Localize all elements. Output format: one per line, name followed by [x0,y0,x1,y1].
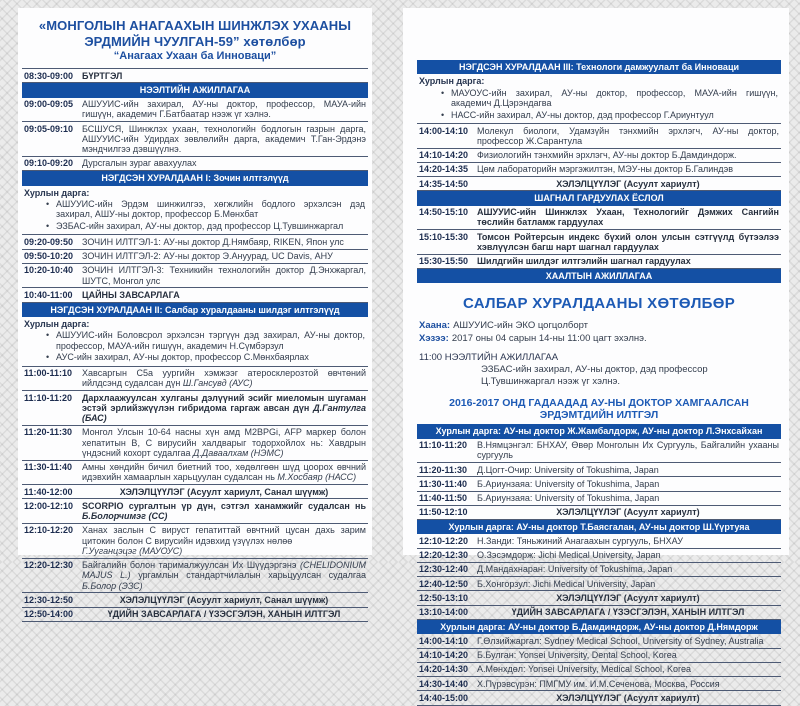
time-slot: 14:35-14:50 [419,178,469,189]
right-page [403,8,789,703]
schedule-row [22,264,368,289]
event-text: О.Зэсэмдорж: Jichi Medical University, Japan [477,550,661,561]
schedule-row [417,691,781,705]
info-label: Хаана: [419,320,451,332]
chair-text: НАСС-ийн захирал, АУ-ны доктор, дэд профессор Г.Ариунтуул [451,109,714,120]
event-text: В.Нямцэнгэл: БНХАУ, Өвөр Монголын Их Сургууль, Байгалийн ухааны сургууль [477,440,779,461]
session-band: НЭЭЛТИЙН АЖИЛЛАГАА [22,83,368,97]
event-text: Молекул биологи, Удамзүйн тэнхмийн эрхлэгч, АУ-ны доктор, профессор Ж.Сарантула [477,125,779,146]
schedule-row [417,663,781,677]
time-slot: 11:50-12:10 [419,507,468,518]
schedule-row [22,391,368,426]
schedule-row [417,606,781,620]
time-slot: 09:10-09:20 [24,158,74,169]
time-slot: 14:00-14:10 [419,125,469,136]
chair-text: ЭЗБАС-ийн захирал, АУ-ны доктор, дэд профессор Ц.Тувшинжаргал [56,220,344,231]
event-text [82,462,368,483]
time-slot: 12:30-12:50 [24,594,74,605]
event-text: ЗОЧИН ИЛТГЭЛ-2: АУ-ны доктор Э.Ануурад, UC Davis, АНУ [82,251,333,262]
schedule-row [417,124,781,149]
schedule-row [417,591,781,605]
schedule-row [417,163,781,177]
event-text [82,560,368,591]
chair-text: АШУУИС-ийн Боловсрол эрхэлсэн тэргүүн дэд захирал, АУ-ны доктор, профессор, МАУА-ийн гишүүн, академич Н.Сүмбэрзул [56,330,365,351]
time-slot: 11:30-11:40 [24,462,73,473]
session-band: НЭГДСЭН ХУРАЛДААН I: Зочин илтгэлүүд [22,171,368,185]
time-slot: 12:20-12:30 [419,550,469,561]
session-band: НЭГДСЭН ХУРАЛДААН III: Технологи дамжуулалт ба Инноваци [417,60,781,74]
presenter-name: Б.Болор (ЭЗС) [82,580,143,591]
chairs-block [22,186,368,236]
chair-text: АУС-ийн захирал, АУ-ны доктор, профессор С.Мөнхбаярлах [56,352,309,363]
time-slot: 08:30-09:00 [24,70,74,81]
chair-text: АШУУИС-ийн Эрдэм шинжилгээ, хөгжлийн бодлого эрхэлсэн дэд захирал, АШУ-ны доктор, профессор Б.Мөнхбат [56,199,365,220]
time-slot: 14:10-14:20 [419,650,469,661]
time-slot: 12:00-12:10 [24,500,74,511]
info-value: 2017 оны 04 сарын 14-ны 11:00 цагт эхэлнэ. [451,332,647,344]
schedule-row [22,98,368,123]
event-text [82,368,368,389]
schedule-row [417,149,781,163]
schedule-row [417,206,781,231]
title-line-3: “Анагаах Ухаан ба Инноваци” [113,49,277,62]
event-text-part: ургамлын стандартчилалын харьцуулсан судалгаа [130,570,366,581]
event-text-part: Монгол Улсын 10-64 насны хүн амд M2BPGi, AFP маркер болон хепатитын В, С вирусийн халдварыг тодорхойлох нь: Хавдрын үндэсний кохорт судалгаа [82,427,366,458]
schedule-row [417,177,781,191]
schedule-row [417,577,781,591]
chairs-block [417,74,781,124]
event-text: БСШУСЯ, Шинжлэх ухаан, технологийн бодлогын газрын дарга, АШУУИС-ийн Удирдах зөвлөлийн дарга, академич Т.Ган-Эрдэнэ мэндчилгээ дэвшүүлнэ. [82,123,366,155]
chairs-label: Хурлын дарга: [24,318,90,329]
event-text: ЦАЙНЫ ЗАВСАРЛАГА [82,289,180,300]
time-slot: 12:20-12:30 [24,560,74,571]
event-text [82,393,368,424]
presenter-name: Г.Ууганцэцэг (МАУОУС) [82,545,183,556]
time-slot: 11:10-11:20 [24,392,73,403]
section-heading: САЛБАР ХУРАЛДААНЫ ХӨТӨЛБӨР [462,295,736,313]
event-text: ЗОЧИН ИЛТГЭЛ-1: АУ-ны доктор Д.Нямбаяр, RIKEN, Япон улс [82,236,344,247]
time-slot: 14:10-14:20 [419,150,469,161]
schedule-row [417,463,781,477]
event-text: Дурсгалын зураг авахуулах [82,158,197,169]
chairs-label: Хурлын дарга: [24,187,90,198]
event-text: Б.Хонгорзул: Jichi Medical University, Japan [477,578,656,589]
schedule-row [417,477,781,491]
time-slot: 11:40-12:00 [24,486,73,497]
event-text-part: Амны хөндийн бичил биетний тоо, хөдөлгөөн шүд цоорох өвчний идэвхийн хамаарлын харьцуулан судалсан нь [82,462,366,483]
time-slot: 15:30-15:50 [419,256,469,267]
time-slot: 11:20-11:30 [419,464,468,475]
info-value: АШУУИС-ийн ЭКО цогцолборт [453,320,589,332]
schedule-row [22,559,368,594]
schedule-row [417,255,781,269]
schedule-row [417,549,781,563]
chairs-label: Хурлын дарга: [419,76,485,87]
presenter-name: Ш.Гансувд (АУС) [182,378,253,389]
time-slot: 12:10-12:20 [24,525,74,536]
event-text: Б.Булган: Yonsei University, Dental School, Korea [477,650,677,661]
event-text [82,501,368,522]
schedule-row [22,461,368,486]
chair-text: МАУОУС-ийн захирал, АУ-ны доктор, профессор, МАУА-ийн гишүүн, академич Д.Цэрэндагва [451,87,778,109]
bullet-icon: • [46,352,50,363]
session-band: Хурлын дарга: АУ-ны доктор Б.Дамдиндорж, АУ-ны доктор Д.Нямдорж [417,620,781,634]
schedule-row [417,649,781,663]
event-text: Б.Ариунзаяа: University of Tokushima, Japan [477,493,660,504]
event-text: ЗОЧИН ИЛТГЭЛ-3: Техникийн технологийн доктор Д.Энхжаргал, ШУТС, Монгол улс [82,265,366,286]
schedule-row [22,122,368,157]
time-slot: 09:50-10:20 [24,251,74,262]
event-text [82,525,368,556]
event-text: ХЭЛЭЛЦҮҮЛЭГ (Асуулт хариулт) [556,592,700,603]
event-text: Г.Өлзийжаргал: Sydney Medical School, University of Sydney, Australia [477,635,764,646]
section-heading: 2016-2017 ОНД ГАДААДАД АУ-НЫ ДОКТОР ХАМГААЛСАН ЭРДЭМТДИЙН ИЛТГЭЛ [449,397,749,422]
opening-detail: ЭЗБАС-ийн захирал, АУ-ны доктор, дэд профессор Ц.Тувшинжаргал нээж үг хэлнэ. [481,364,708,387]
title-line-1: «МОНГОЛЫН АНАГААХЫН ШИНЖЛЭХ УХААНЫ [38,18,352,33]
time-slot: 12:10-12:20 [419,535,469,546]
event-text-part: SCORPIO сургалтын үр дүн, сэтгэл ханамжийг судалсан нь [82,500,366,511]
session-band: НЭГДСЭН ХУРАЛДААН II: Салбар хуралдааны шилдэг илтгэлүүд [22,303,368,317]
event-text: ҮДИЙН ЗАВСАРЛАГА / ҮЗЭСГЭЛЭН, ХАНЫН ИЛТГЭЛ [511,607,745,618]
presenter-name: М.Хосбаяр (НАСС) [277,472,357,483]
chair-item [22,352,368,363]
info-row [419,320,781,331]
schedule-row [22,593,368,607]
time-slot: 11:30-11:40 [419,478,468,489]
schedule-row [417,439,781,464]
schedule-row [417,230,781,255]
schedule-row [417,492,781,506]
time-slot: 12:50-14:00 [24,609,74,620]
schedule-row [22,235,368,249]
event-text: Шилдгийн шилдэг илтгэлийн шагнал гардуулах [477,256,691,267]
schedule-row [22,157,368,171]
schedule-row [22,524,368,559]
time-slot: 14:40-15:00 [419,692,469,703]
session-band: ХААЛТЫН АЖИЛЛАГАА [417,269,781,283]
event-text: Томсон Ройтерсын индекс бүхий олон улсын сэтгүүлд бүтээлээ хэвлүүлсэн багш нарт шагнал гардуулах [477,231,779,252]
schedule-row [22,485,368,499]
opening-line: 11:00 НЭЭЛТИЙН АЖИЛЛАГАА [419,352,559,364]
time-slot: 10:40-11:00 [24,289,73,300]
event-text-part: Дархлаажуулсан хулганы дэлүүний эсийг миеломын шугаман эстэй эрлийзжүүлэн гибридома гаргаж авсан дүн [82,392,366,413]
schedule-row [22,499,368,524]
event-text: АШУУИС-ийн захирал, АУ-ны доктор, профессор, МАУА-ийн гишүүн, академич Г.Батбаатар нээж үг хэлнэ. [82,99,366,120]
bullet-icon: • [46,330,50,341]
time-slot: 10:20-10:40 [24,265,74,276]
right-page-body [417,60,781,706]
session-band: Хурлын дарга: АУ-ны доктор Ж.Жамбалдорж, АУ-ны доктор Л.Энхсайхан [417,424,781,438]
session-band: ШАГНАЛ ГАРДУУЛАХ ЁСЛОЛ [417,191,781,205]
schedule-row [417,506,781,520]
event-text: АШУУИС-ийн Шинжлэх Ухаан, Технологийг Дэмжих Сангийн төслийн батламж гардуулах [477,207,779,228]
time-slot: 15:10-15:30 [419,231,469,242]
time-slot: 11:20-11:30 [24,427,73,438]
event-text [82,427,368,458]
chair-item [22,199,368,221]
schedule-row [22,608,368,622]
schedule-row [22,250,368,264]
event-text: Б.Ариунзаяа: University of Tokushima, Japan [477,478,660,489]
chair-item [22,221,368,232]
time-slot: 09:20-09:50 [24,236,74,247]
time-slot: 09:05-09:10 [24,123,74,134]
session-band: Хурлын дарга: АУ-ны доктор Т.Баясгалан, АУ-ны доктор Ш.Үүртуяа [417,520,781,534]
event-text-part: Хавсаргын C5a уургийн хэмжээг атеросклерозтой өвчтөний ийлдсэнд судалсан дүн [82,368,366,389]
chair-item [417,88,781,110]
time-slot: 13:10-14:00 [419,607,469,618]
time-slot: 11:10-11:20 [419,440,468,451]
schedule-row [22,288,368,302]
time-slot: 11:00-11:10 [24,368,73,379]
schedule-row [22,426,368,461]
event-text: ХЭЛЭЛЦҮҮЛЭГ (Асуулт хариулт, Санал шүүмж) [119,594,329,605]
presenter-name: (CHELIDONIUM MAJUS L.) [82,560,366,581]
time-slot: 14:20-14:30 [419,664,469,675]
event-text: А.Мөнхдөл: Yonsei University, Medical School, Korea [477,664,692,675]
chair-item [417,110,781,121]
chairs-block [22,317,368,367]
event-text: ҮДИЙН ЗАВСАРЛАГА / ҮЗЭСГЭЛЭН, ХАНЫН ИЛТГЭЛ [107,609,341,620]
event-text: Д.Цогт-Очир: University of Tokushima, Japan [477,464,659,475]
chair-item [22,330,368,352]
left-page-body [22,68,368,622]
bullet-icon: • [46,199,50,209]
schedule-row [417,677,781,691]
event-text: Х.Пүрэвсүрэн: ПМГМУ им. И.М.Сеченова, Москва, Россия [477,678,720,689]
schedule-row [22,68,368,83]
event-text: ХЭЛЭЛЦҮҮЛЭГ (Асуулт хариулт) [556,507,700,518]
event-text: БҮРТГЭЛ [82,70,123,81]
presenter-name: Д.Гантулга (БАС) [82,402,366,424]
event-text-part: Байгалийн болон тарималжуулсан Их Шүүдэргэнэ [82,560,300,571]
time-slot: 14:30-14:40 [419,678,469,689]
event-text: ХЭЛЭЛЦҮҮЛЭГ (Асуулт хариулт, Санал шүүмж) [119,486,329,497]
event-text: Физиологийн тэнхмийн эрхлэгч, АУ-ны доктор Б.Дамдиндорж. [477,150,737,161]
title-line-2: ЭРДМИЙН ЧУУЛГАН-59” хөтөлбөр [84,33,306,49]
bullet-icon: • [46,220,50,231]
bullet-icon: • [441,109,445,120]
info-row [419,333,781,344]
info-label: Хэзээ: [419,332,449,344]
document-title [24,18,366,63]
event-text: Н.Занди: Тяньжиний Анагаахын сургууль, БНХАУ [477,535,683,546]
event-text-part: Ханах заслын С вируст гепатиттай өвчтний цусан дахь зарим цитокин болон С вирусийн идэвхид үзүүлэх нөлөө [82,525,366,546]
time-slot: 09:00-09:05 [24,99,74,110]
schedule-row [417,534,781,548]
event-text: ХЭЛЭЛЦҮҮЛЭГ (Асуулт хариулт) [556,692,700,703]
presenter-name: Д.Даваалхам (НЭМС) [193,447,284,458]
schedule-row [417,634,781,648]
event-text: Д.Мандахнаран: University of Tokushima, Japan [477,564,673,575]
schedule-row [417,563,781,577]
schedule-row [22,367,368,392]
time-slot: 14:50-15:10 [419,207,469,218]
time-slot: 12:50-13:10 [419,592,469,603]
time-slot: 14:00-14:10 [419,635,469,646]
event-text: Цөм лабораторийн мэргэжилтэн, МЭУ-ны доктор Б.Галиндэв [477,164,733,175]
left-page [18,8,372,620]
time-slot: 14:20-14:35 [419,164,469,175]
presenter-name: Б.Болорчимэг (СС) [82,511,168,522]
time-slot: 11:40-11:50 [419,493,468,504]
time-slot: 12:40-12:50 [419,578,469,589]
event-text: ХЭЛЭЛЦҮҮЛЭГ (Асуулт хариулт) [556,178,700,189]
bullet-icon: • [441,87,445,98]
time-slot: 12:30-12:40 [419,564,469,575]
